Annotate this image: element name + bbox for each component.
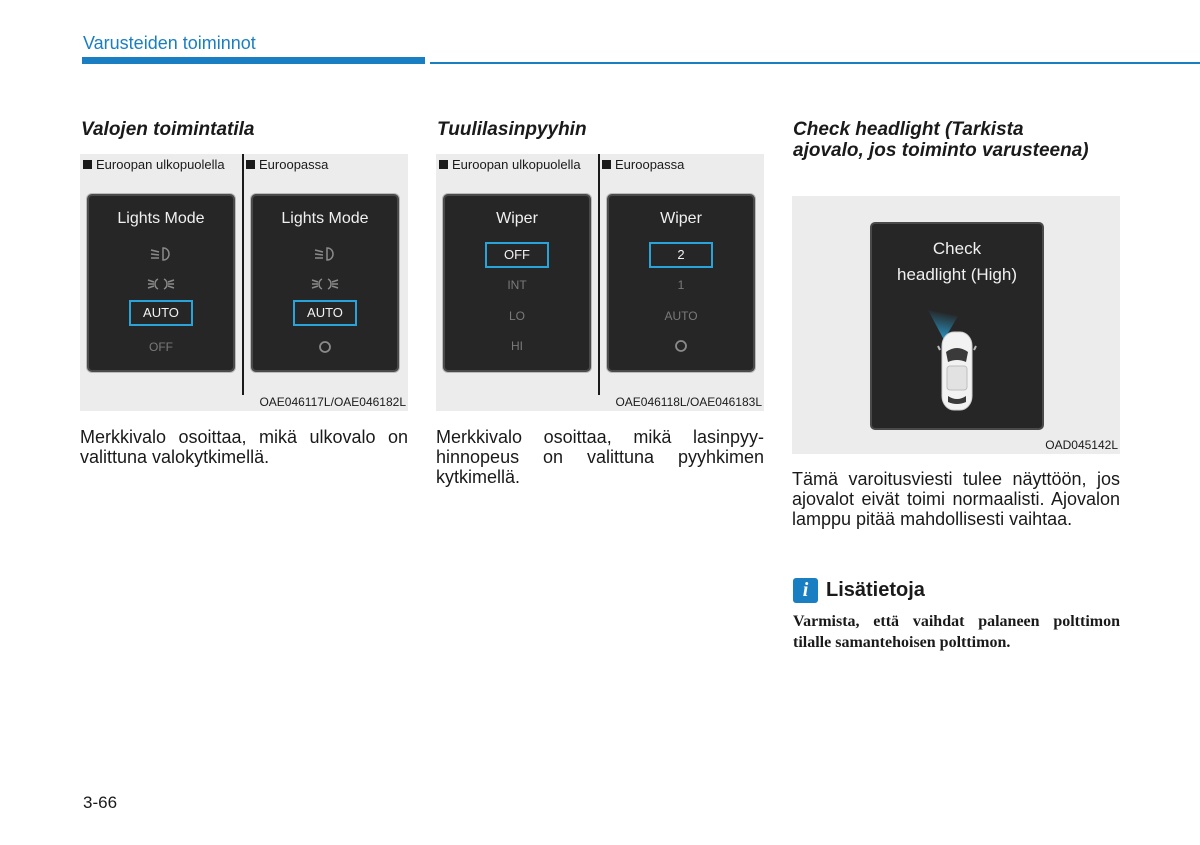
panel-title: Wiper xyxy=(496,210,538,227)
panel-title: Lights Mode xyxy=(117,210,205,227)
section-header-title: Varusteiden toiminnot xyxy=(83,33,256,53)
region-label-europe: Euroopassa xyxy=(246,157,328,172)
bullet-square-icon xyxy=(602,160,611,169)
region-label-outside-europe: Euroopan ulkopuolella xyxy=(439,157,581,172)
panel-title: Lights Mode xyxy=(281,210,369,227)
panel-title: Wiper xyxy=(660,210,702,227)
col2-body-text: Merkkivalo osoittaa, mikä lasinpyyhinnopeus on valittuna pyyhkimen kytkimellä. xyxy=(436,427,764,487)
wiper-option-lo: LO xyxy=(508,309,525,323)
wiper-speed-selected-indicator: 2 xyxy=(649,242,713,268)
auto-selected-indicator: AUTO xyxy=(293,300,357,326)
bullet-square-icon xyxy=(83,160,92,169)
check-headlight-message: Check headlight (High) xyxy=(896,239,1017,284)
info-text: Varmista, että vaihdat palaneen polttimon tilalle samantehoisen polttimon. xyxy=(793,613,1120,651)
wiper-option-hi: HI xyxy=(511,339,523,353)
lights-mode-panel-outside-europe xyxy=(87,194,235,372)
col1-body-text: Merkkivalo osoittaa, mikä ulkovalo on valittuna valokytkimellä. xyxy=(80,427,408,467)
wiper-panel-outside-europe xyxy=(443,194,591,372)
wiper-off-selected-indicator: OFF xyxy=(485,242,549,268)
figure-caption: OAE046117L/OAE046182L xyxy=(259,395,406,409)
region-label-outside-europe: Euroopan ulkopuolella xyxy=(83,157,225,172)
col3-body-text: Tämä varoitusviesti tulee näyttöön, jos ajovalot eivät toimi normaalisti. Ajovalon lamppu pitää mahdollisesti vaihtaa. xyxy=(792,469,1120,529)
bullet-square-icon xyxy=(439,160,448,169)
off-option: OFF xyxy=(149,340,173,354)
figure-divider xyxy=(598,154,600,395)
low-beam-icon xyxy=(89,246,233,262)
low-beam-icon xyxy=(253,246,397,262)
lights-mode-panel-europe xyxy=(251,194,399,372)
figure-caption: OAD045142L xyxy=(1045,438,1118,452)
lights-mode-figure xyxy=(80,154,408,411)
col2-title: Tuulilasinpyyhin xyxy=(437,119,587,140)
parking-light-icon xyxy=(89,276,233,292)
col1-title: Valojen toimintatila xyxy=(81,119,255,140)
header-rule-thin xyxy=(430,62,1200,64)
wiper-option-1: 1 xyxy=(677,278,685,292)
info-title: Lisätietoja xyxy=(826,578,925,601)
circle-off-icon xyxy=(609,339,753,353)
wiper-option-auto: AUTO xyxy=(664,309,698,323)
auto-selected-indicator: AUTO xyxy=(129,300,193,326)
check-headlight-panel xyxy=(870,222,1044,430)
page-number: 3-66 xyxy=(83,793,118,812)
wiper-option-int: INT xyxy=(507,278,527,292)
parking-light-icon xyxy=(253,276,397,292)
info-heading xyxy=(793,577,925,603)
circle-off-icon xyxy=(253,340,397,354)
car-headlight-icon xyxy=(924,306,990,416)
header-rule-thick xyxy=(82,57,425,64)
wiper-panel-europe xyxy=(607,194,755,372)
info-icon: i xyxy=(793,578,818,603)
bullet-square-icon xyxy=(246,160,255,169)
col3-title: Check headlight (Tarkista ajovalo, jos toiminto varusteena) xyxy=(793,119,1089,161)
figure-divider xyxy=(242,154,244,395)
wiper-figure xyxy=(436,154,764,411)
figure-caption: OAE046118L/OAE046183L xyxy=(615,395,762,409)
region-label-europe: Euroopassa xyxy=(602,157,684,172)
